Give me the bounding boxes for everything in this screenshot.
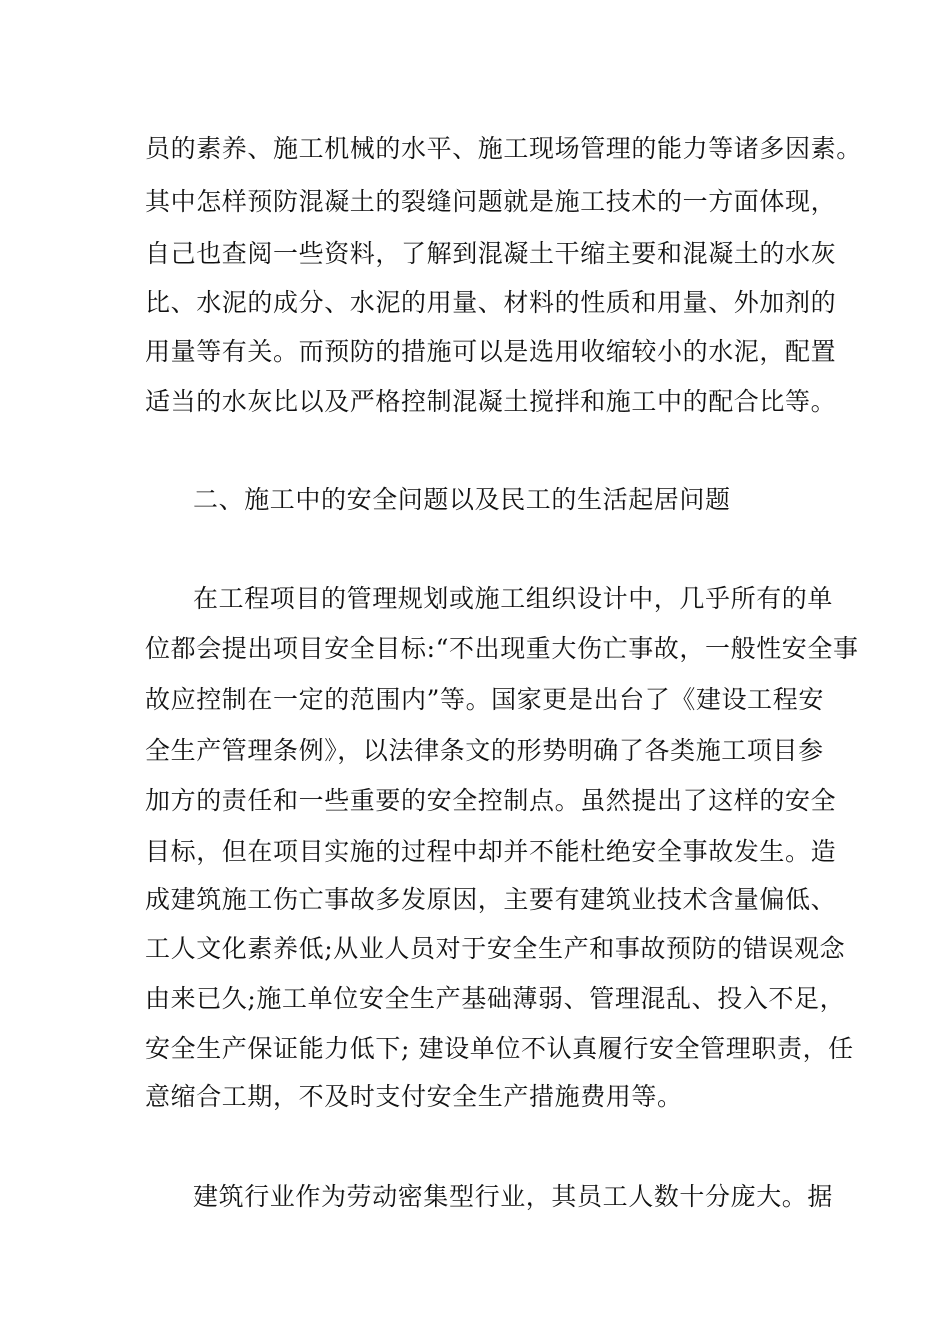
text-line: 自己也查阅一些资料，了解到混凝土干缩主要和混凝土的水灰 (145, 239, 837, 268)
text-line: 适当的水灰比以及严格控制混凝土搅拌和施工中的配合比等。 (145, 387, 837, 416)
text-line: 加方的责任和一些重要的安全控制点。虽然提出了这样的安全 (145, 786, 837, 815)
section-heading: 二、施工中的安全问题以及民工的生活起居问题 (193, 485, 731, 514)
text-line: 其中怎样预防混凝土的裂缝问题就是施工技术的一方面体现， (145, 187, 837, 216)
text-line: 由来已久;施工单位安全生产基础薄弱、管理混乱、投入不足， (145, 984, 846, 1013)
text-line: 在工程项目的管理规划或施工组织设计中，几乎所有的单 (193, 584, 834, 613)
text-line: 用量等有关。而预防的措施可以是选用收缩较小的水泥，配置 (145, 337, 837, 366)
text-line: 故应控制在一定的范围内”等。国家更是出台了《建设工程安 (145, 685, 824, 714)
text-line: 工人文化素养低;从业人员对于安全生产和事故预防的错误观念 (145, 934, 846, 963)
text-line: 意缩合工期，不及时支付安全生产措施费用等。 (145, 1082, 683, 1111)
text-line: 比、水泥的成分、水泥的用量、材料的性质和用量、外加剂的 (145, 288, 837, 317)
text-line: 安全生产保证能力低下; 建设单位不认真履行安全管理职责，任 (145, 1034, 854, 1063)
text-line: 目标，但在项目实施的过程中却并不能杜绝安全事故发生。造 (145, 837, 837, 866)
text-line: 建筑行业作为劳动密集型行业，其员工人数十分庞大。据 (193, 1182, 834, 1211)
text-line: 成建筑施工伤亡事故多发原因，主要有建筑业技术含量偏低、 (145, 885, 837, 914)
text-line: 位都会提出项目安全目标:“不出现重大伤亡事故，一般性安全事 (145, 634, 859, 663)
text-line: 员的素养、施工机械的水平、施工现场管理的能力等诸多因素。 (145, 134, 862, 163)
text-line: 全生产管理条例》，以法律条文的形势明确了各类施工项目参 (145, 736, 824, 765)
